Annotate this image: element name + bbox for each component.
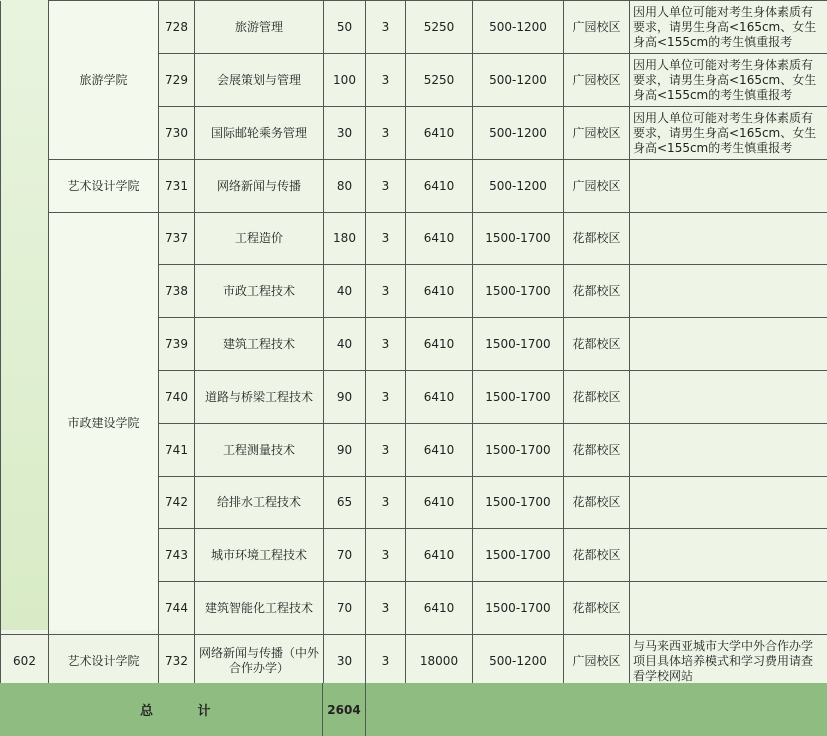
major-name: 城市环境工程技术 [195, 529, 324, 582]
tuition-fee: 6410 [406, 477, 473, 529]
dorm-fee: 1500-1700 [473, 213, 564, 265]
tuition-fee: 5250 [406, 54, 473, 107]
major-code: 743 [159, 529, 195, 582]
table-row [1, 1, 827, 54]
remark [630, 213, 827, 265]
dorm-fee: 1500-1700 [473, 529, 564, 582]
college-cell: 旅游学院 [49, 1, 159, 160]
plan-count: 90 [324, 424, 366, 477]
dorm-fee: 1500-1700 [473, 371, 564, 424]
study-years: 3 [366, 160, 406, 213]
major-code: 744 [159, 582, 195, 635]
plan-count: 90 [324, 371, 366, 424]
tuition-fee: 6410 [406, 582, 473, 635]
remark [630, 265, 827, 318]
college-cell: 艺术设计学院 [49, 635, 159, 688]
major-name: 市政工程技术 [195, 265, 324, 318]
plan-count: 30 [324, 635, 366, 688]
plan-count: 40 [324, 318, 366, 371]
study-years: 3 [366, 213, 406, 265]
plan-count: 70 [324, 529, 366, 582]
study-years: 3 [366, 371, 406, 424]
campus: 花都校区 [564, 318, 630, 371]
dorm-fee: 1500-1700 [473, 424, 564, 477]
total-value: 2604 [322, 683, 366, 736]
remark [630, 529, 827, 582]
study-years: 3 [366, 424, 406, 477]
tuition-fee: 6410 [406, 424, 473, 477]
dorm-fee: 1500-1700 [473, 477, 564, 529]
tuition-fee: 6410 [406, 160, 473, 213]
campus: 广园校区 [564, 54, 630, 107]
major-code: 728 [159, 1, 195, 54]
study-years: 3 [366, 1, 406, 54]
tuition-fee: 6410 [406, 265, 473, 318]
dorm-fee: 500-1200 [473, 54, 564, 107]
campus: 广园校区 [564, 1, 630, 54]
remark [630, 160, 827, 213]
tuition-fee: 6410 [406, 529, 473, 582]
campus: 花都校区 [564, 371, 630, 424]
remark: 因用人单位可能对考生身体素质有要求，请男生身高<165cm、女生身高<155cm的考生慎重报考 [630, 107, 827, 160]
campus: 花都校区 [564, 424, 630, 477]
plan-count: 65 [324, 477, 366, 529]
remark: 与马来西亚城市大学中外合作办学项目具体培养模式和学习费用请查看学校网站 [630, 635, 827, 688]
tuition-fee: 6410 [406, 371, 473, 424]
major-code: 730 [159, 107, 195, 160]
campus: 广园校区 [564, 160, 630, 213]
dorm-fee: 500-1200 [473, 160, 564, 213]
remark: 因用人单位可能对考生身体素质有要求，请男生身高<165cm、女生身高<155cm的考生慎重报考 [630, 54, 827, 107]
dorm-fee: 1500-1700 [473, 318, 564, 371]
remark [630, 477, 827, 529]
study-years: 3 [366, 54, 406, 107]
college-cell: 艺术设计学院 [49, 160, 159, 213]
plan-count: 100 [324, 54, 366, 107]
major-name: 国际邮轮乘务管理 [195, 107, 324, 160]
major-code: 741 [159, 424, 195, 477]
remark [630, 371, 827, 424]
campus: 花都校区 [564, 477, 630, 529]
table-row [1, 635, 827, 688]
campus: 花都校区 [564, 265, 630, 318]
dorm-fee: 500-1200 [473, 635, 564, 688]
plan-count: 30 [324, 107, 366, 160]
major-name: 网络新闻与传播（中外合作办学） [195, 635, 324, 688]
tuition-fee: 6410 [406, 213, 473, 265]
major-name: 网络新闻与传播 [195, 160, 324, 213]
campus: 广园校区 [564, 635, 630, 688]
campus: 广园校区 [564, 107, 630, 160]
dorm-fee: 1500-1700 [473, 582, 564, 635]
major-name: 给排水工程技术 [195, 477, 324, 529]
plan-count: 80 [324, 160, 366, 213]
total-row [0, 683, 827, 736]
remark [630, 582, 827, 635]
study-years: 3 [366, 635, 406, 688]
major-name: 工程造价 [195, 213, 324, 265]
dorm-fee: 1500-1700 [473, 265, 564, 318]
table-row [1, 213, 827, 265]
dorm-fee: 500-1200 [473, 107, 564, 160]
plan-count: 70 [324, 582, 366, 635]
major-code: 738 [159, 265, 195, 318]
college-cell: 市政建设学院 [49, 213, 159, 635]
campus: 花都校区 [564, 213, 630, 265]
major-name: 会展策划与管理 [195, 54, 324, 107]
study-years: 3 [366, 107, 406, 160]
major-code: 729 [159, 54, 195, 107]
table-row [1, 160, 827, 213]
study-years: 3 [366, 529, 406, 582]
study-years: 3 [366, 265, 406, 318]
major-code: 740 [159, 371, 195, 424]
campus: 花都校区 [564, 582, 630, 635]
major-code: 737 [159, 213, 195, 265]
group-code: 602 [1, 635, 49, 688]
tuition-fee: 6410 [406, 107, 473, 160]
major-name: 旅游管理 [195, 1, 324, 54]
plan-count: 50 [324, 1, 366, 54]
major-name: 建筑工程技术 [195, 318, 324, 371]
major-code: 731 [159, 160, 195, 213]
remark [630, 318, 827, 371]
major-code: 742 [159, 477, 195, 529]
tuition-fee: 5250 [406, 1, 473, 54]
major-code: 739 [159, 318, 195, 371]
remark: 因用人单位可能对考生身体素质有要求，请男生身高<165cm、女生身高<155cm的考生慎重报考 [630, 1, 827, 54]
total-label: 总 计 [140, 704, 231, 719]
remark [630, 424, 827, 477]
tuition-fee: 6410 [406, 318, 473, 371]
dorm-fee: 500-1200 [473, 1, 564, 54]
plan-count: 40 [324, 265, 366, 318]
major-name: 道路与桥梁工程技术 [195, 371, 324, 424]
study-years: 3 [366, 582, 406, 635]
study-years: 3 [366, 477, 406, 529]
tuition-fee: 18000 [406, 635, 473, 688]
major-code: 732 [159, 635, 195, 688]
major-name: 工程测量技术 [195, 424, 324, 477]
major-name: 建筑智能化工程技术 [195, 582, 324, 635]
study-years: 3 [366, 318, 406, 371]
campus: 花都校区 [564, 529, 630, 582]
plan-count: 180 [324, 213, 366, 265]
